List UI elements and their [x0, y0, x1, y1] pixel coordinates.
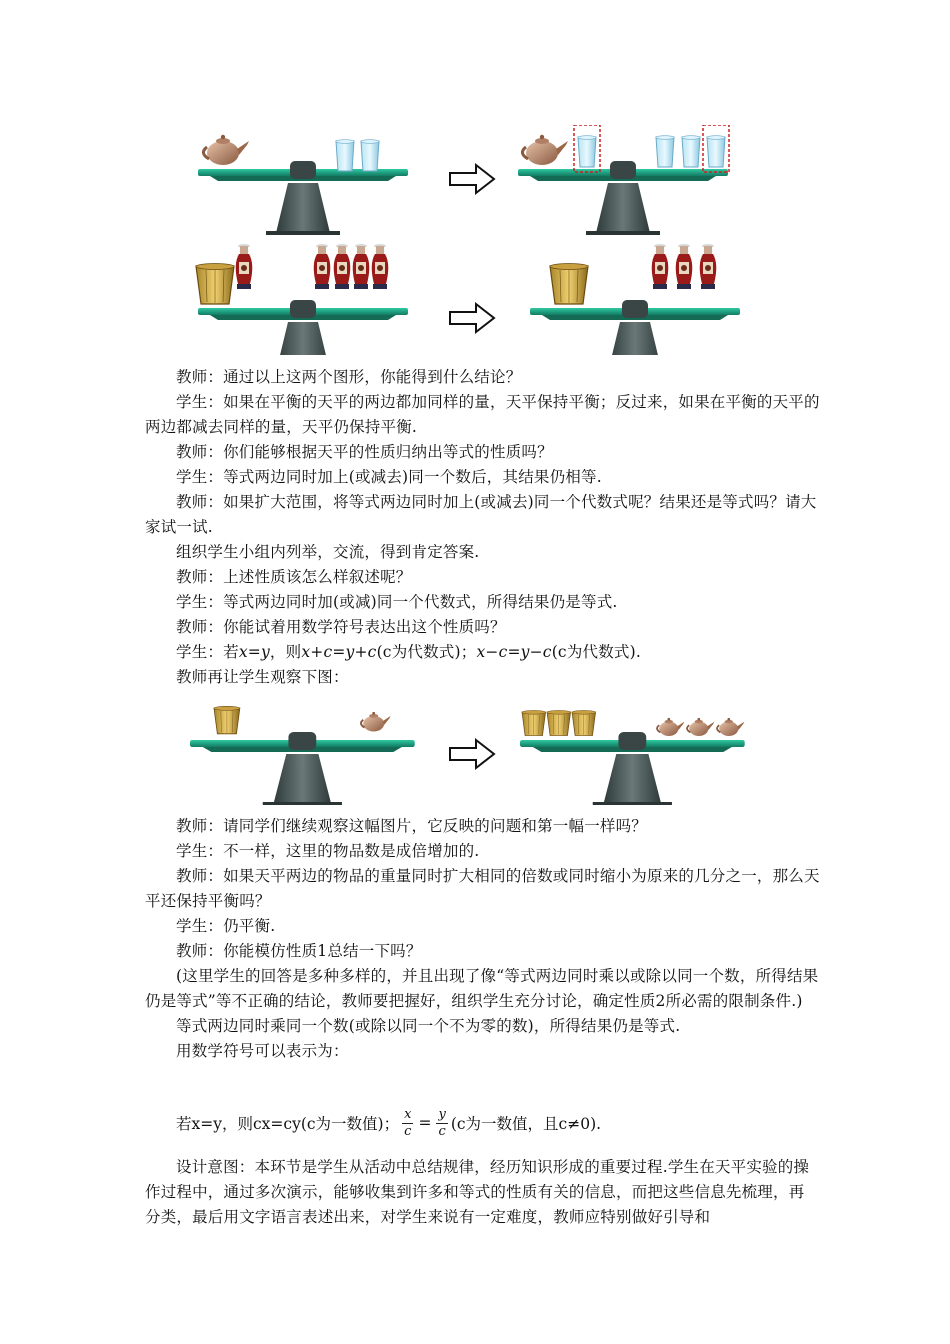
paragraph: 组织学生小组内列举，交流，得到肯定答案. [176, 543, 480, 561]
fraction-denominator: c [438, 1123, 446, 1139]
balance-scale [190, 732, 415, 805]
formula-line: 学生：若x=y，则x+c=y+c(c为代数式)；x−c=y−c(c为代数式). [176, 643, 641, 661]
vase-icon [652, 244, 669, 289]
bucket-icon [214, 706, 240, 734]
fraction-denominator: c [404, 1123, 412, 1139]
paragraph: 学生：等式两边同时加(或减)同一个代数式，所得结果仍是等式. [176, 593, 618, 611]
bucket-icon [522, 710, 546, 735]
cup-icon [656, 136, 674, 167]
cup-icon [336, 140, 354, 171]
formula-text: 若x=y，则cx=cy(c为一数值)； [176, 1115, 400, 1133]
vase-icon [372, 244, 389, 289]
balance-scale [198, 161, 408, 235]
paragraph: 教师：如果扩大范围，将等式两边同时加上(或减去)同一个代数式呢？结果还是等式吗？请大家试一试. [145, 493, 817, 536]
bucket-icon [572, 710, 596, 735]
paragraph: 教师再让学生观察下图： [176, 668, 349, 686]
vase-icon [236, 244, 253, 289]
paragraph: 学生：仍平衡. [176, 917, 276, 935]
teapot-icon [522, 135, 568, 165]
cup-icon [578, 136, 596, 167]
cup-icon [707, 136, 725, 167]
teapot-icon [361, 712, 391, 732]
paragraph: 教师：上述性质该怎么样叙述呢？ [176, 568, 412, 586]
teapot-icon [687, 718, 714, 736]
paragraph: 教师：通过以上这两个图形，你能得到什么结论？ [176, 368, 522, 386]
formula-line-2 [176, 1099, 601, 1147]
balance-figure-3 [0, 700, 950, 805]
equals-sign: = [418, 1114, 432, 1132]
balance-figure-2 [0, 240, 950, 355]
vase-icon [676, 244, 693, 289]
paragraph: 用数学符号可以表示为： [176, 1042, 349, 1060]
paragraph: 学生：等式两边同时加上(或减去)同一个数后，其结果仍相等. [176, 468, 602, 486]
balance-figure-1 [0, 125, 950, 235]
cup-icon [361, 140, 379, 171]
fraction-numerator: y [438, 1106, 446, 1122]
teapot-icon [717, 718, 744, 736]
teapot-icon [657, 718, 684, 736]
cup-icon [682, 136, 700, 167]
design-intent-section [145, 1155, 820, 1230]
balance-scale [198, 300, 408, 355]
bucket-icon [550, 264, 588, 305]
paragraph: 教师：请同学们继续观察这幅图片，它反映的问题和第一幅一样吗？ [176, 817, 648, 835]
vase-icon [700, 244, 717, 289]
arrow-icon [450, 740, 494, 768]
paragraph: 设计意图：本环节是学生从活动中总结规律，经历知识形成的重要过程.学生在天平实验的操作过程中，通过多次演示，能够收集到许多和等式的性质有关的信息，而把这些信息先梳理，再分类，最后用文字语言表述出来，对学生来说有一定难度，教师应特别做好引导和 [145, 1158, 810, 1226]
fraction [402, 1107, 413, 1140]
teapot-icon [203, 135, 249, 165]
fraction [436, 1107, 447, 1140]
formula-text: (c为一数值，且c≠0). [450, 1115, 602, 1133]
balance-scale [518, 161, 728, 235]
paragraph: (这里学生的回答是多种多样的，并且出现了像“等式两边同时乘以或除以同一个数，所得结果仍是等式”等不正确的结论，教师要把握好，组织学生充分讨论，确定性质2所必需的限制条件.) [145, 967, 819, 1010]
vase-icon [353, 244, 370, 289]
balance-scale [530, 300, 740, 355]
bucket-icon [196, 264, 234, 305]
fraction-numerator: x [404, 1106, 412, 1122]
paragraph: 等式两边同时乘同一个数(或除以同一个不为零的数)，所得结果仍是等式. [176, 1017, 681, 1035]
dialogue-section-2 [145, 814, 820, 1064]
bucket-icon [547, 710, 571, 735]
paragraph: 学生：不一样，这里的物品数是成倍增加的. [176, 842, 480, 860]
balance-scale [520, 732, 745, 805]
arrow-icon [450, 304, 494, 332]
paragraph: 教师：你能试着用数学符号表达出这个性质吗？ [176, 618, 506, 636]
paragraph: 教师：如果天平两边的物品的重量同时扩大相同的倍数或同时缩小为原来的几分之一，那么天平还保持平衡吗？ [145, 867, 820, 910]
vase-icon [314, 244, 331, 289]
arrow-icon [450, 165, 494, 193]
vase-icon [334, 244, 351, 289]
paragraph: 学生：如果在平衡的天平的两边都加同样的量，天平保持平衡；反过来，如果在平衡的天平的两边都减去同样的量，天平仍保持平衡. [145, 393, 820, 436]
dialogue-section-1 [145, 365, 820, 690]
paragraph: 教师：你们能够根据天平的性质归纳出等式的性质吗？ [176, 443, 553, 461]
paragraph: 教师：你能模仿性质1总结一下吗？ [176, 942, 422, 960]
